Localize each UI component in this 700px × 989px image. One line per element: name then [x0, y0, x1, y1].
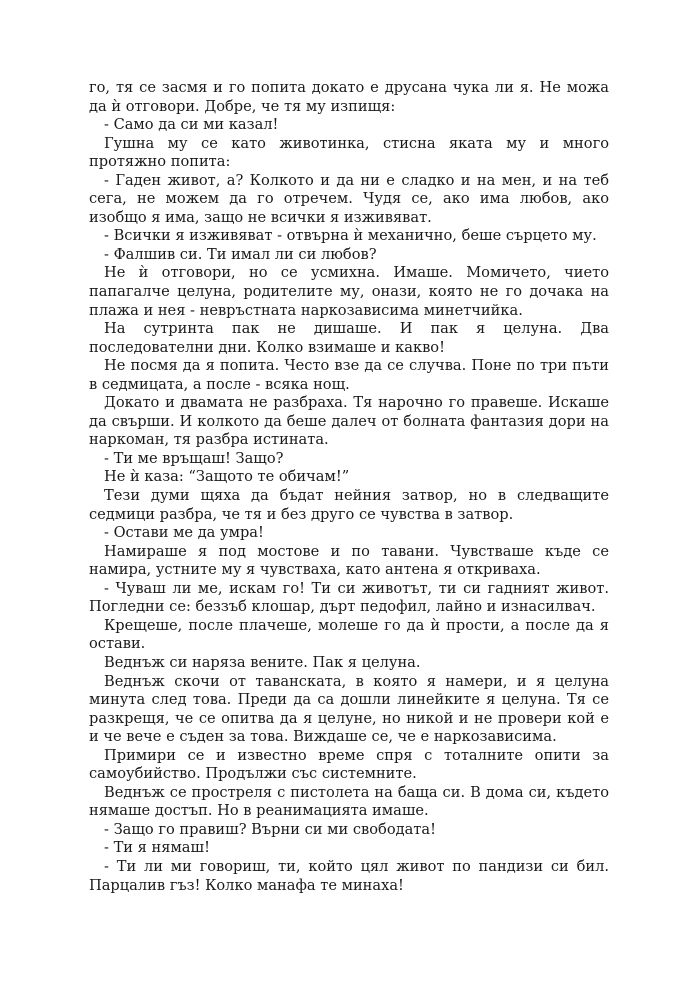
- paragraph: Не ѝ каза: “Защото те обичам!”: [104, 468, 350, 486]
- paragraph: Не посмя да я попита. Често взе да се случва. Поне по три пъти в седмицата, а после - всяка нощ.: [89, 357, 609, 393]
- paragraph: - Само да си ми казал!: [104, 116, 279, 134]
- paragraph: го, тя се засмя и го попита докато е друсана чука ли я. Не можа да ѝ отговори. Добре, че тя му изпищя:: [89, 79, 609, 115]
- paragraph: - Защо го правиш? Върни си ми свободата!: [104, 820, 436, 838]
- paragraph: - Ти я нямаш!: [104, 839, 210, 857]
- paragraph: - Ти ли ми говориш, ти, който цял живот по пандизи си бил. Парцалив гъз! Колко манафа те минаха!: [89, 857, 609, 894]
- body-text: [89, 79, 609, 895]
- paragraph: Крещеше, после плачеше, молеше го да ѝ прости, а после да я остави.: [89, 616, 609, 653]
- paragraph: - Ти ме връщаш! Защо?: [104, 449, 284, 467]
- paragraph: Докато и двамата не разбраха. Тя нарочно го правеше. Искаше да свърши. И колкото да беше далеч от болната фантазия дори на наркоман, тя разбра истината.: [89, 394, 609, 449]
- paragraph: Веднъж се простреля с пистолета на баща си. В дома си, където нямаше достъп. Но в реанимацията имаше.: [89, 783, 609, 820]
- paragraph: - Фалшив си. Ти имал ли си любов?: [104, 245, 377, 263]
- paragraph: На сутринта пак не дишаше. И пак я целуна. Два последователни дни. Колко взимаше и какво!: [89, 320, 609, 356]
- paragraph: Веднъж си наряза вените. Пак я целуна.: [104, 653, 421, 671]
- paragraph: Веднъж скочи от таванската, в която я намери, и я целуна минута след това. Преди да са дошли линейките я целуна. Тя се разкрещя, че се опитва да я целуне, но никой и не провери кой е и че вече е съден за това. Виждаше се, че е наркозависима.: [89, 672, 609, 746]
- paragraph: Гушна му се като животинка, стисна яката му и много протяжно попита:: [89, 134, 609, 171]
- paragraph: - Чуваш ли ме, искам го! Ти си животът, ти си гадният живот. Погледни се: беззъб клошар, дърт педофил, лайно и изнасилвач.: [89, 579, 609, 616]
- paragraph: - Гаден живот, а? Колкото и да ни е сладко и на мен, и на теб сега, не можем да го отречем. Чудя се, ако има любов, ако изобщо я има, защо не всички я изживяват.: [89, 171, 609, 226]
- paragraph: Не ѝ отговори, но се усмихна. Имаше. Момичето, чието папагалче целуна, родителите му, онази, която не го дочака на плажа и нея - невръстната наркозависима минетчийка.: [89, 264, 609, 319]
- paragraph: Примири се и известно време спря с тоталните опити за самоубийство. Продължи със системните.: [89, 746, 609, 783]
- paragraph: Намираше я под мостове и по тавани. Чувстваше къде се намира, устните му я чувстваха, като антена я откриваха.: [89, 542, 609, 579]
- paragraph: Тези думи щяха да бъдат нейния затвор, но в следващите седмици разбра, че тя и без друго се чувства в затвор.: [89, 487, 609, 523]
- paragraph: - Всички я изживяват - отвърна ѝ механично, беше сърцето му.: [104, 227, 597, 245]
- paragraph: - Остави ме да умра!: [104, 524, 264, 542]
